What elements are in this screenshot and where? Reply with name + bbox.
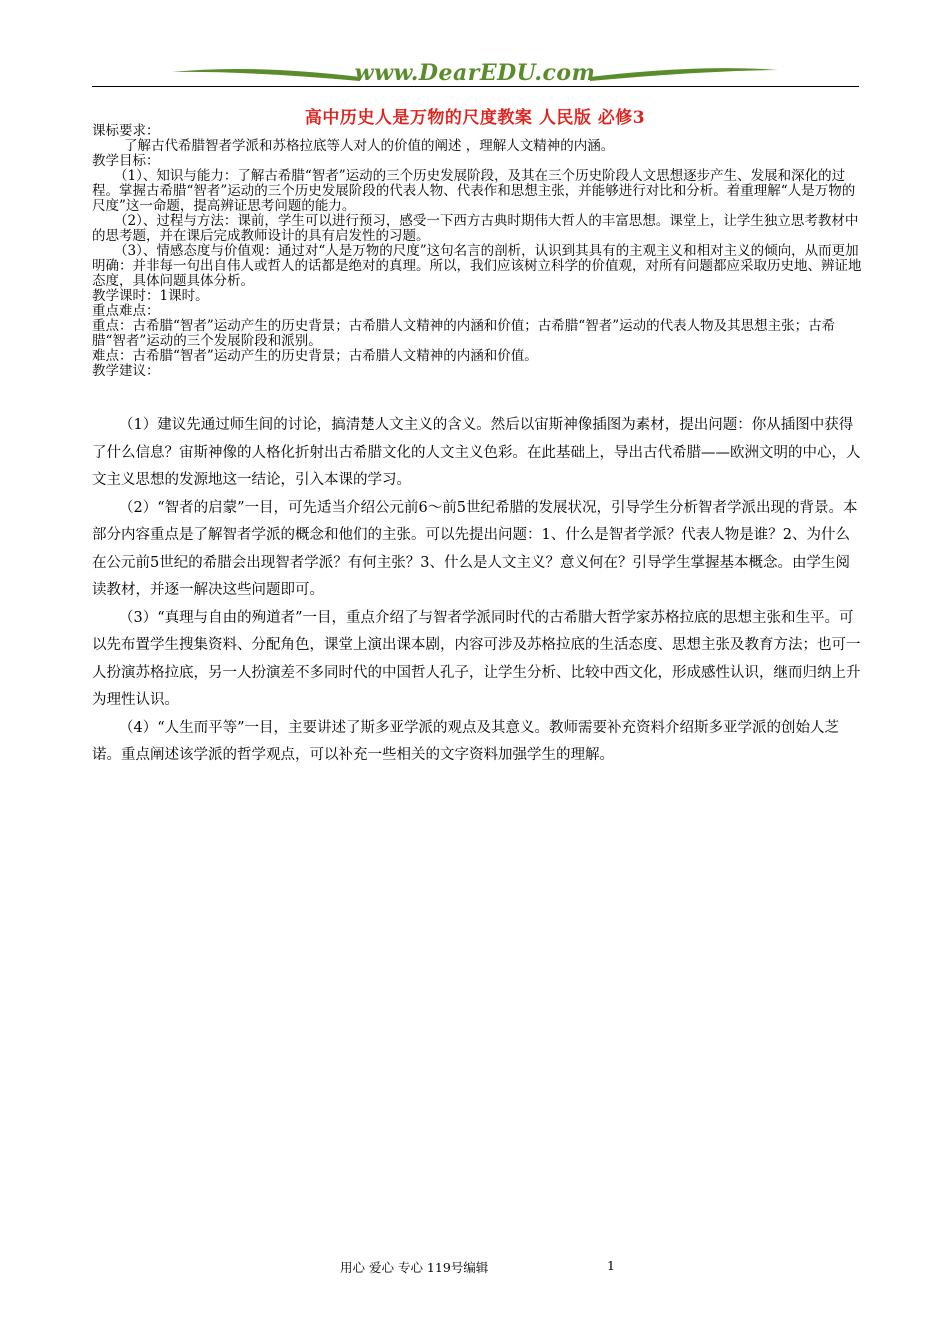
header-divider	[92, 86, 859, 87]
suggestion-paragraph-3: （3）“真理与自由的殉道者”一目，重点介绍了与智者学派同时代的古希腊大哲学家苏格拉底的思想主张和生平。可以先布置学生搜集资料、分配角色，课堂上演出课本剧，内容可涉及苏格拉底的生活态度、思想主张及教育方法；也可一人扮演苏格拉底，另一人扮演差不多同时代的中国哲人孔子，让学生分析、比较中西文化，形成感性认识，继而归纳上升为理性认识。	[92, 609, 861, 708]
objective-knowledge: （1）、知识与能力：了解古希腊“智者”运动的三个历史发展阶段，及其在三个历史阶段人文思想逐步产生、发展和深化的过程。掌握古希腊“智者”运动的三个历史发展阶段的代表人物、代表作和思想主张，并能够进行对比和分析。着重理解“人是万物的尺度”这一命题，提高辨证思考问题的能力。	[92, 168, 856, 214]
curriculum-heading: 课标要求：	[92, 123, 160, 139]
suggestion-paragraph-4: （4）“人生而平等”一目，主要讲述了斯多亚学派的观点及其意义。教师需要补充资料介绍斯多亚学派的创始人芝诺。重点阐述该学派的哲学观点，可以补充一些相关的文字资料加强学生的理解。	[92, 719, 840, 763]
class-hours: 教学课时：1课时。	[92, 288, 209, 304]
document-title: 高中历史人是万物的尺度教案 人民版 必修3	[304, 108, 646, 128]
lesson-plan-overview	[92, 124, 862, 379]
page-number: 1	[607, 1258, 615, 1273]
keypoints-important: 重点：古希腊“智者”运动产生的历史背景；古希腊人文精神的内涵和价值；古希腊“智者”运动的代表人物及其思想主张；古希腊“智者”运动的三个发展阶段和派别。	[92, 318, 836, 349]
site-logo-text[interactable]: www.DearEDU.com	[354, 60, 596, 86]
keypoints-difficult: 难点：古希腊“智者”运动产生的历史背景；古希腊人文精神的内涵和价值。	[92, 348, 538, 364]
objectives-heading: 教学目标：	[92, 153, 160, 169]
suggestion-paragraph-2: （2）“智者的启蒙”一目，可先适当介绍公元前6～前5世纪希腊的发展状况，引导学生分析智者学派出现的背景。本部分内容重点是了解智者学派的概念和他们的主张。可以先提出问题：1、什么是智者学派？代表人物是谁？2、为什么在公元前5世纪的希腊会出现智者学派？有何主张？3、什么是人文主义？意义何在？引导学生掌握基本概念。由学生阅读教材，并逐一解决这些问题即可。	[92, 499, 858, 598]
teaching-suggestions	[92, 412, 862, 770]
objective-process: （2）、过程与方法：课前，学生可以进行预习，感受一下西方古典时期伟大哲人的丰富思想。课堂上，让学生独立思考教材中的思考题，并在课后完成教师设计的具有启发性的习题。	[92, 213, 859, 244]
keypoints-heading: 重点难点：	[92, 303, 160, 319]
suggestions-heading: 教学建议：	[92, 363, 160, 379]
footer-credit: 用心 爱心 专心 119号编辑	[340, 1260, 489, 1275]
objective-values: （3）、情感态度与价值观：通过对“人是万物的尺度”这句名言的剖析，认识到其具有的主观主义和相对主义的倾向，从而更加明确：并非每一句出自伟人或哲人的话都是绝对的真理。所以，我们应该树立科学的价值观，对所有问题都应采取历史地、辨证地态度，具体问题具体分析。	[92, 243, 862, 289]
curriculum-text: 了解古代希腊智者学派和苏格拉底等人对人的价值的阐述 ，理解人文精神的内涵。	[124, 138, 615, 154]
suggestion-paragraph-1: （1）建议先通过师生间的讨论，搞清楚人文主义的含义。然后以宙斯神像插图为素材，提出问题：你从插图中获得了什么信息？宙斯神像的人格化折射出古希腊文化的人文主义色彩。在此基础上，导出古代希腊——欧洲文明的中心，人文主义思想的发源地这一结论，引入本课的学习。	[92, 417, 861, 488]
